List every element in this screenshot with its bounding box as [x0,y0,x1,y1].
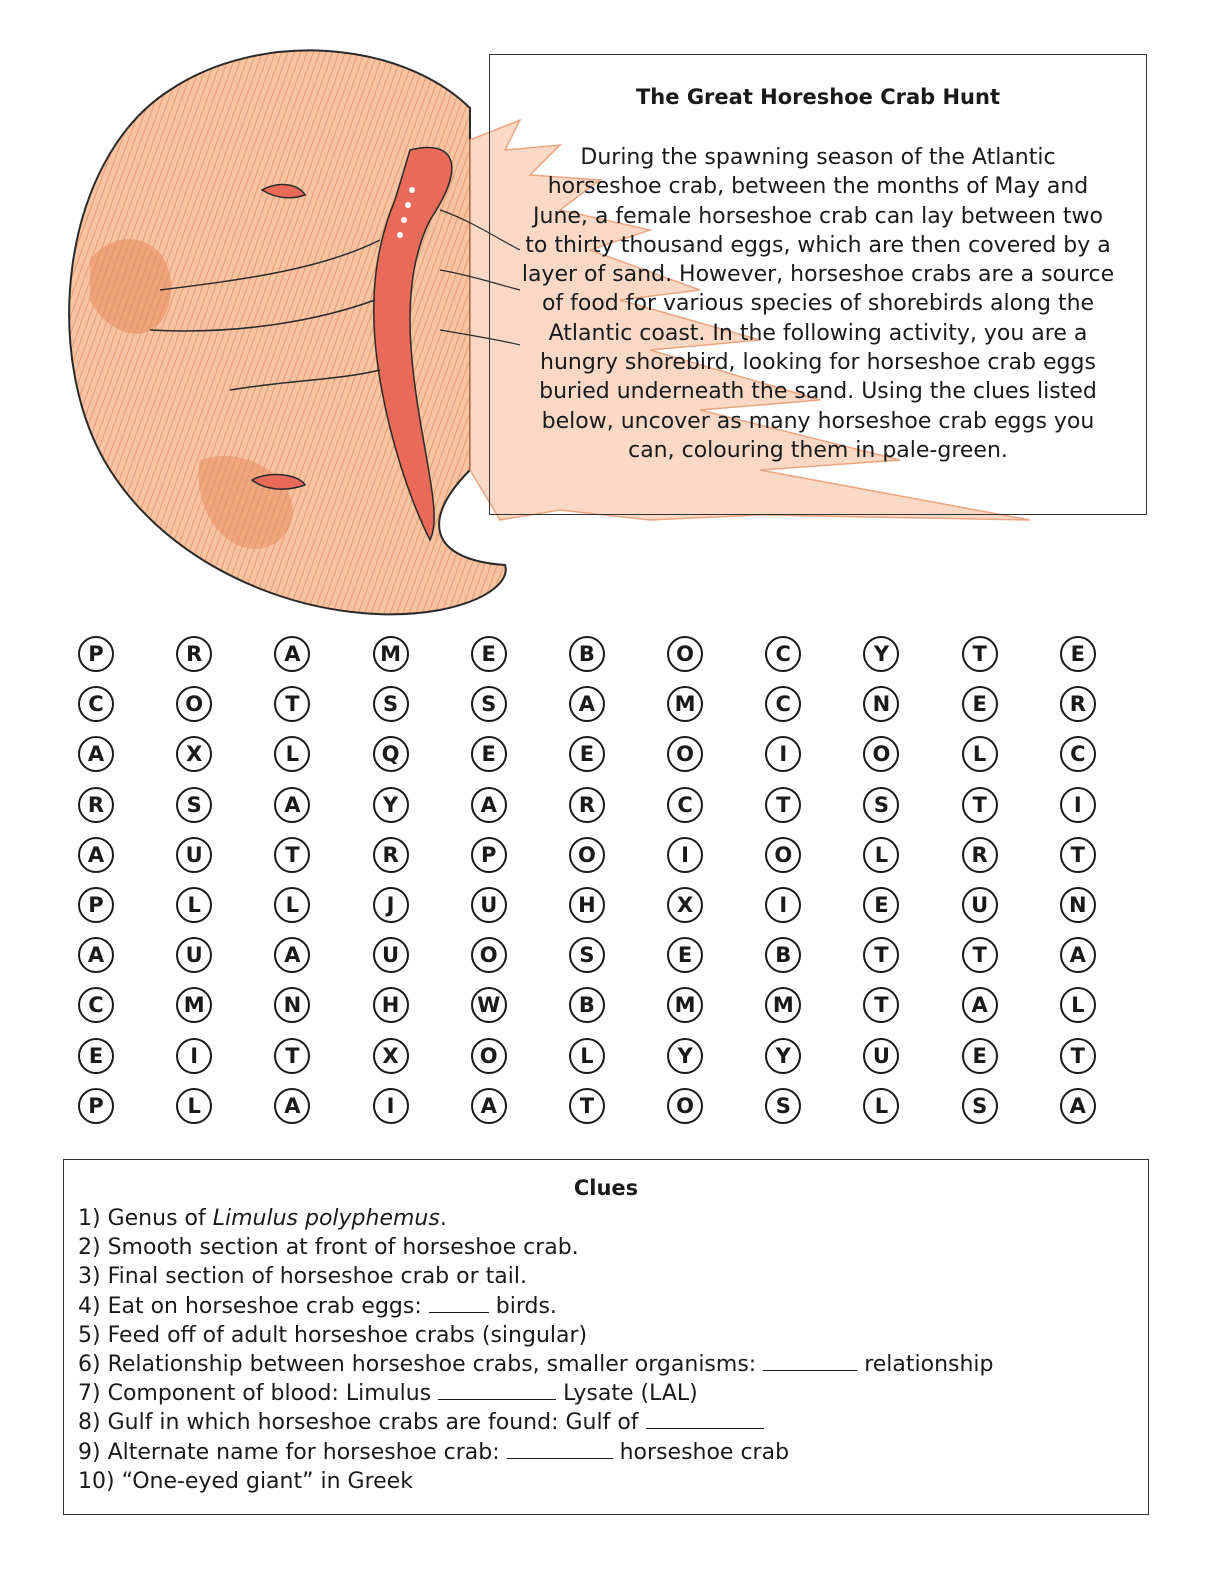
egg-letter[interactable]: O [667,1088,703,1124]
egg-letter[interactable]: N [274,987,310,1023]
egg-letter[interactable]: I [667,837,703,873]
egg-letter[interactable]: O [176,686,212,722]
egg-letter[interactable]: S [373,686,409,722]
egg-letter[interactable]: M [765,987,801,1023]
egg-letter[interactable]: T [962,787,998,823]
egg-letter[interactable]: R [569,787,605,823]
egg-letter[interactable]: T [274,1038,310,1074]
clue-9: 9) Alternate name for horseshoe crab: horseshoe crab [78,1439,790,1465]
egg-letter[interactable]: S [962,1088,998,1124]
egg-letter[interactable]: A [274,1088,310,1124]
egg-letter[interactable]: B [765,937,801,973]
egg-letter[interactable]: O [765,837,801,873]
egg-letter[interactable]: C [78,686,114,722]
clue-3: 3) Final section of horseshoe crab or tail. [78,1264,527,1290]
answer-blank[interactable] [507,1440,613,1459]
clue-1: 1) Genus of Limulus polyphemus. [78,1206,447,1231]
egg-letter[interactable]: L [1060,987,1096,1023]
clue-4: 4) Eat on horseshoe crab eggs: birds. [78,1293,557,1319]
clue-2: 2) Smooth section at front of horseshoe crab. [78,1235,579,1261]
intro-title: The Great Horeshoe Crab Hunt [635,85,1000,109]
egg-letter[interactable]: M [373,636,409,672]
egg-letter[interactable]: I [765,736,801,772]
egg-letter[interactable]: R [1060,686,1096,722]
egg-letter[interactable]: E [1060,636,1096,672]
egg-letter[interactable]: E [569,736,605,772]
egg-letter[interactable]: E [471,736,507,772]
clue-6: 6) Relationship between horseshoe crabs, smaller organisms: relationship [78,1352,994,1378]
clue-10: 10) “One-eyed giant” in Greek [78,1468,413,1494]
egg-letter[interactable]: Q [373,736,409,772]
egg-letter-grid [72,636,1152,1138]
egg-letter[interactable]: L [274,736,310,772]
answer-blank[interactable] [763,1352,857,1371]
egg-letter[interactable]: T [569,1088,605,1124]
egg-letter[interactable]: T [863,987,899,1023]
answer-blank[interactable] [429,1294,489,1313]
egg-letter[interactable]: C [765,636,801,672]
egg-letter[interactable]: A [78,736,114,772]
egg-letter[interactable]: B [569,636,605,672]
egg-letter[interactable]: A [274,636,310,672]
egg-letter[interactable]: L [274,887,310,923]
egg-letter[interactable]: A [274,937,310,973]
egg-letter[interactable]: Y [765,1038,801,1074]
egg-letter[interactable]: P [78,887,114,923]
egg-letter[interactable]: L [176,887,212,923]
clues-title: Clues [573,1176,639,1200]
egg-letter[interactable]: U [471,887,507,923]
egg-letter[interactable]: L [962,736,998,772]
egg-letter[interactable]: A [569,686,605,722]
egg-letter[interactable]: T [274,837,310,873]
egg-letter[interactable]: S [863,787,899,823]
egg-letter[interactable]: O [863,736,899,772]
egg-letter[interactable]: S [471,686,507,722]
egg-letter[interactable]: A [1060,937,1096,973]
egg-letter[interactable]: P [78,1088,114,1124]
intro-box [489,54,1147,515]
egg-letter[interactable]: T [863,937,899,973]
egg-letter[interactable]: A [471,1088,507,1124]
egg-letter[interactable]: E [471,636,507,672]
egg-letter[interactable]: Y [667,1038,703,1074]
egg-letter[interactable]: U [176,937,212,973]
egg-letter[interactable]: C [78,987,114,1023]
egg-letter[interactable]: W [471,987,507,1023]
answer-blank[interactable] [438,1381,556,1400]
egg-letter[interactable]: R [373,837,409,873]
egg-letter[interactable]: O [471,1038,507,1074]
egg-letter[interactable]: O [667,636,703,672]
egg-letter[interactable]: L [863,837,899,873]
egg-letter[interactable]: A [274,787,310,823]
egg-letter[interactable]: I [373,1088,409,1124]
egg-letter[interactable]: M [667,987,703,1023]
egg-letter[interactable]: S [569,937,605,973]
egg-letter[interactable]: U [176,837,212,873]
egg-letter[interactable]: C [1060,736,1096,772]
clue-7: 7) Component of blood: Limulus Lysate (LAL) [78,1381,698,1407]
egg-letter[interactable]: I [1060,787,1096,823]
egg-letter[interactable]: O [667,736,703,772]
egg-letter[interactable]: Y [373,787,409,823]
clues-box [63,1159,1149,1515]
egg-letter[interactable]: E [962,686,998,722]
egg-letter[interactable]: L [176,1088,212,1124]
egg-letter[interactable]: S [765,1088,801,1124]
egg-letter[interactable]: M [176,987,212,1023]
egg-letter[interactable]: T [962,636,998,672]
egg-letter[interactable]: I [176,1038,212,1074]
egg-letter[interactable]: X [176,736,212,772]
egg-letter[interactable]: A [78,937,114,973]
egg-letter[interactable]: H [373,987,409,1023]
egg-letter[interactable]: X [667,887,703,923]
egg-letter[interactable]: S [176,787,212,823]
egg-letter[interactable]: C [765,686,801,722]
egg-letter[interactable]: R [78,787,114,823]
egg-letter[interactable]: L [863,1088,899,1124]
egg-letter[interactable]: R [962,837,998,873]
egg-letter[interactable]: J [373,887,409,923]
egg-letter[interactable]: C [667,787,703,823]
egg-letter[interactable]: T [765,787,801,823]
egg-letter[interactable]: T [1060,1038,1096,1074]
egg-letter[interactable]: U [863,1038,899,1074]
egg-letter[interactable]: O [471,937,507,973]
egg-letter[interactable]: M [667,686,703,722]
egg-letter[interactable]: B [569,987,605,1023]
egg-letter[interactable]: A [962,987,998,1023]
egg-letter[interactable]: E [863,887,899,923]
egg-letter[interactable]: A [78,837,114,873]
egg-letter[interactable]: P [78,636,114,672]
egg-letter[interactable]: X [373,1038,409,1074]
clue-8: 8) Gulf in which horseshoe crabs are found: Gulf of [78,1408,1134,1437]
egg-letter[interactable]: A [471,787,507,823]
egg-letter[interactable]: E [78,1038,114,1074]
egg-letter[interactable]: P [471,837,507,873]
egg-letter[interactable]: E [962,1038,998,1074]
egg-letter[interactable]: I [765,887,801,923]
egg-letter[interactable]: H [569,887,605,923]
intro-body: During the spawning season of the Atlantic horseshoe crab, between the months of May and June, a female horseshoe crab can lay between two to thirty thousand eggs, which are then covered by a layer of sand. However, horseshoe crabs are a source of food for various species of shorebirds along the Atlantic coast. In the following activity, you are a hungry shorebird, looking for horseshoe crab eggs buried underneath the sand. Using the clues listed below, uncover as many horseshoe crab eggs you can, colouring them in pale-green. [521,145,1115,463]
egg-letter[interactable]: N [1060,887,1096,923]
egg-letter[interactable]: T [274,686,310,722]
egg-letter[interactable]: A [1060,1088,1096,1124]
egg-letter[interactable]: R [176,636,212,672]
egg-letter[interactable]: L [569,1038,605,1074]
egg-letter[interactable]: T [1060,837,1096,873]
egg-letter[interactable]: N [863,686,899,722]
egg-letter[interactable]: O [569,837,605,873]
egg-letter[interactable]: Y [863,636,899,672]
egg-letter[interactable]: T [962,937,998,973]
clue-5: 5) Feed off of adult horseshoe crabs (singular) [78,1322,588,1348]
egg-letter[interactable]: U [373,937,409,973]
egg-letter[interactable]: U [962,887,998,923]
answer-blank[interactable] [646,1410,764,1429]
egg-letter[interactable]: E [667,937,703,973]
